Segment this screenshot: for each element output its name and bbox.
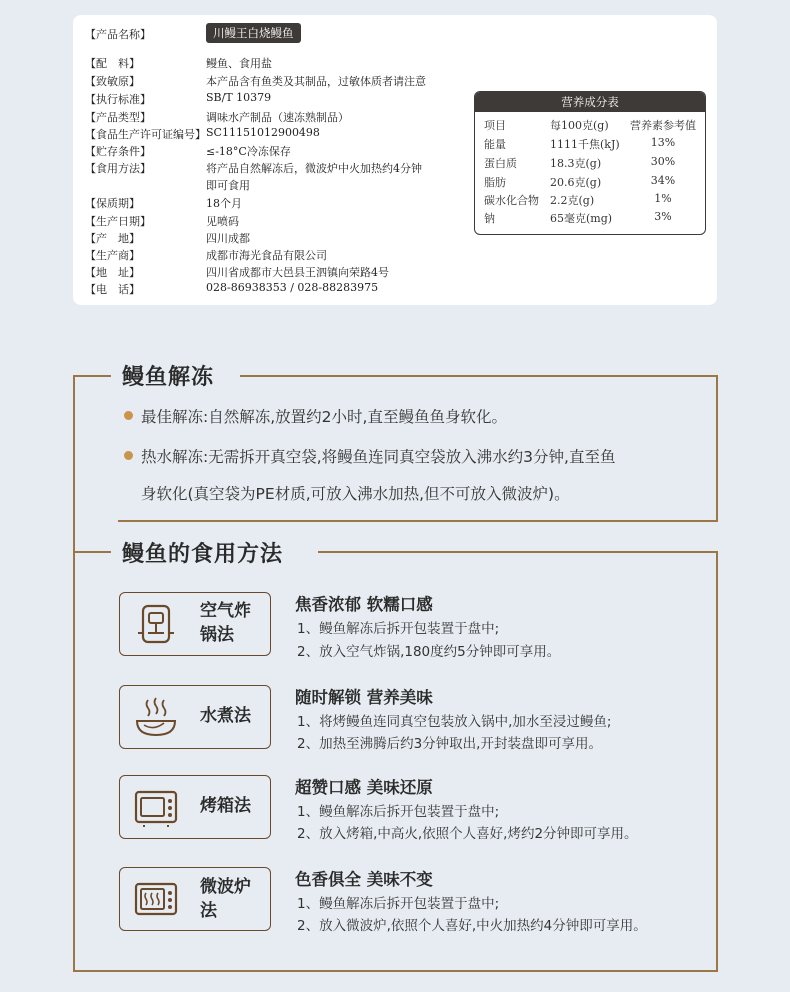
nutrition-item: 钠 <box>484 212 495 225</box>
method-label: 锅法 <box>200 625 234 645</box>
method-label: 烤箱法 <box>200 796 251 816</box>
label-key: 【生产商】 <box>85 249 140 262</box>
nutrition-amount: 65毫克(mg) <box>550 212 613 225</box>
method-oven <box>119 775 271 839</box>
method-headline: 色香俱全 美味不变 <box>295 870 433 889</box>
label-key: 【产品名称】 <box>85 28 151 41</box>
nutrition-item: 能量 <box>484 138 506 151</box>
label-value: 即可食用 <box>206 179 250 192</box>
thaw-section-title: 鳗鱼解冻 <box>122 365 215 390</box>
method-microwave <box>119 867 271 931</box>
product-name-badge: 川鳗王白烧鳗鱼 <box>206 23 301 43</box>
frame-right-border-top <box>716 375 718 522</box>
label-key: 【配 料】 <box>85 57 140 70</box>
method-headline: 随时解锁 营养美味 <box>295 688 433 707</box>
label-key: 【贮存条件】 <box>85 145 151 158</box>
divider-line <box>240 375 718 377</box>
nutrition-col-header: 项目 <box>484 119 506 132</box>
nutrition-nrv: 30% <box>650 155 676 168</box>
label-value: 将产品自然解冻后，微波炉中火加热约4分钟 <box>206 162 422 175</box>
frame-left-border <box>73 375 75 972</box>
method-label: 微波炉 <box>200 877 251 897</box>
label-value: 本产品含有鱼类及其制品，过敏体质者请注意 <box>206 75 426 88</box>
frame-right-border-bottom <box>716 551 718 972</box>
method-headline: 超赞口感 美味还原 <box>295 778 433 797</box>
label-key: 【保质期】 <box>85 197 140 210</box>
label-value: 成都市海光食品有限公司 <box>206 249 327 262</box>
bullet-dot <box>124 411 133 420</box>
method-label: 法 <box>200 901 217 921</box>
label-key: 【产品类型】 <box>85 111 151 124</box>
label-value: 调味水产制品（速冻熟制品） <box>206 111 349 124</box>
oven-icon <box>134 786 178 828</box>
nutrition-nrv: 3% <box>654 210 672 223</box>
thaw-method-hot-water: 热水解冻:无需拆开真空袋,将鳗鱼连同真空袋放入沸水约3分钟,直至鱼 <box>141 448 616 466</box>
nutrition-table <box>474 91 706 235</box>
nutrition-nrv: 1% <box>654 192 672 205</box>
microwave-icon <box>134 878 178 920</box>
label-key: 【食用方法】 <box>85 162 151 175</box>
label-key: 【食品生产许可证编号】 <box>85 128 206 141</box>
label-value: 028-86938353 / 028-88283975 <box>206 281 379 294</box>
label-key: 【生产日期】 <box>85 215 151 228</box>
method-step: 2、放入微波炉,依照个人喜好,中火加热约4分钟即可享用。 <box>297 918 647 934</box>
thaw-method-natural: 最佳解冻:自然解冻,放置约2小时,直至鳗鱼鱼身软化。 <box>141 408 507 426</box>
label-key: 【地 址】 <box>85 266 140 279</box>
nutrition-amount: 1111千焦(kJ) <box>550 138 620 151</box>
boiling-pot-icon <box>134 696 178 738</box>
label-value: ≤-18°C冷冻保存 <box>206 145 291 158</box>
nutrition-item: 蛋白质 <box>484 157 517 170</box>
method-step: 2、放入空气炸锅,180度约5分钟即可享用。 <box>297 644 561 660</box>
frame-bottom-border <box>73 970 718 972</box>
method-label: 水煮法 <box>200 706 251 726</box>
label-value: 见喷码 <box>206 215 239 228</box>
label-value: 四川省成都市大邑县王泗镇向荣路4号 <box>206 266 389 279</box>
divider-line <box>73 551 111 553</box>
nutrition-item: 碳水化合物 <box>484 194 539 207</box>
method-label: 空气炸 <box>200 601 251 621</box>
nutrition-amount: 20.6克(g) <box>550 176 602 189</box>
method-step: 1、鳗鱼解冻后拆开包装置于盘中; <box>297 804 500 820</box>
air-fryer-icon <box>134 603 178 645</box>
method-boiling <box>119 685 271 749</box>
nutrition-col-header: 每100克(g) <box>550 119 609 132</box>
label-key: 【电 话】 <box>85 283 140 296</box>
method-step: 2、加热至沸腾后约3分钟取出,开封装盘即可享用。 <box>297 736 602 752</box>
bullet-dot <box>124 451 133 460</box>
thaw-method-hot-water-cont: 身软化(真空袋为PE材质,可放入沸水加热,但不可放入微波炉)。 <box>141 485 570 503</box>
divider-line <box>118 520 718 522</box>
divider-line <box>318 551 718 553</box>
label-value: SB/T 10379 <box>206 91 272 104</box>
nutrition-table-title: 营养成分表 <box>475 92 705 112</box>
nutrition-amount: 2.2克(g) <box>550 194 595 207</box>
method-step: 2、放入烤箱,中高火,依照个人喜好,烤约2分钟即可享用。 <box>297 826 638 842</box>
nutrition-col-header: 营养素参考值 <box>630 119 696 132</box>
label-value: 四川成都 <box>206 232 250 245</box>
label-value: SC11151012900498 <box>206 126 320 139</box>
nutrition-nrv: 13% <box>650 136 676 149</box>
method-step: 1、将烤鳗鱼连同真空包装放入锅中,加水至浸过鳗鱼; <box>297 714 612 730</box>
label-value: 18个月 <box>206 197 242 210</box>
label-key: 【致敏原】 <box>85 75 140 88</box>
methods-section-title: 鳗鱼的食用方法 <box>122 542 284 567</box>
method-step: 1、鳗鱼解冻后拆开包装置于盘中; <box>297 896 500 912</box>
nutrition-nrv: 34% <box>650 174 676 187</box>
label-key: 【执行标准】 <box>85 93 151 106</box>
method-air-fryer <box>119 592 271 656</box>
divider-line <box>73 375 111 377</box>
method-step: 1、鳗鱼解冻后拆开包装置于盘中; <box>297 621 500 637</box>
label-value: 鳗鱼、食用盐 <box>206 57 272 70</box>
nutrition-amount: 18.3克(g) <box>550 157 602 170</box>
label-key: 【产 地】 <box>85 232 140 245</box>
method-headline: 焦香浓郁 软糯口感 <box>295 595 433 614</box>
nutrition-item: 脂肪 <box>484 176 506 189</box>
